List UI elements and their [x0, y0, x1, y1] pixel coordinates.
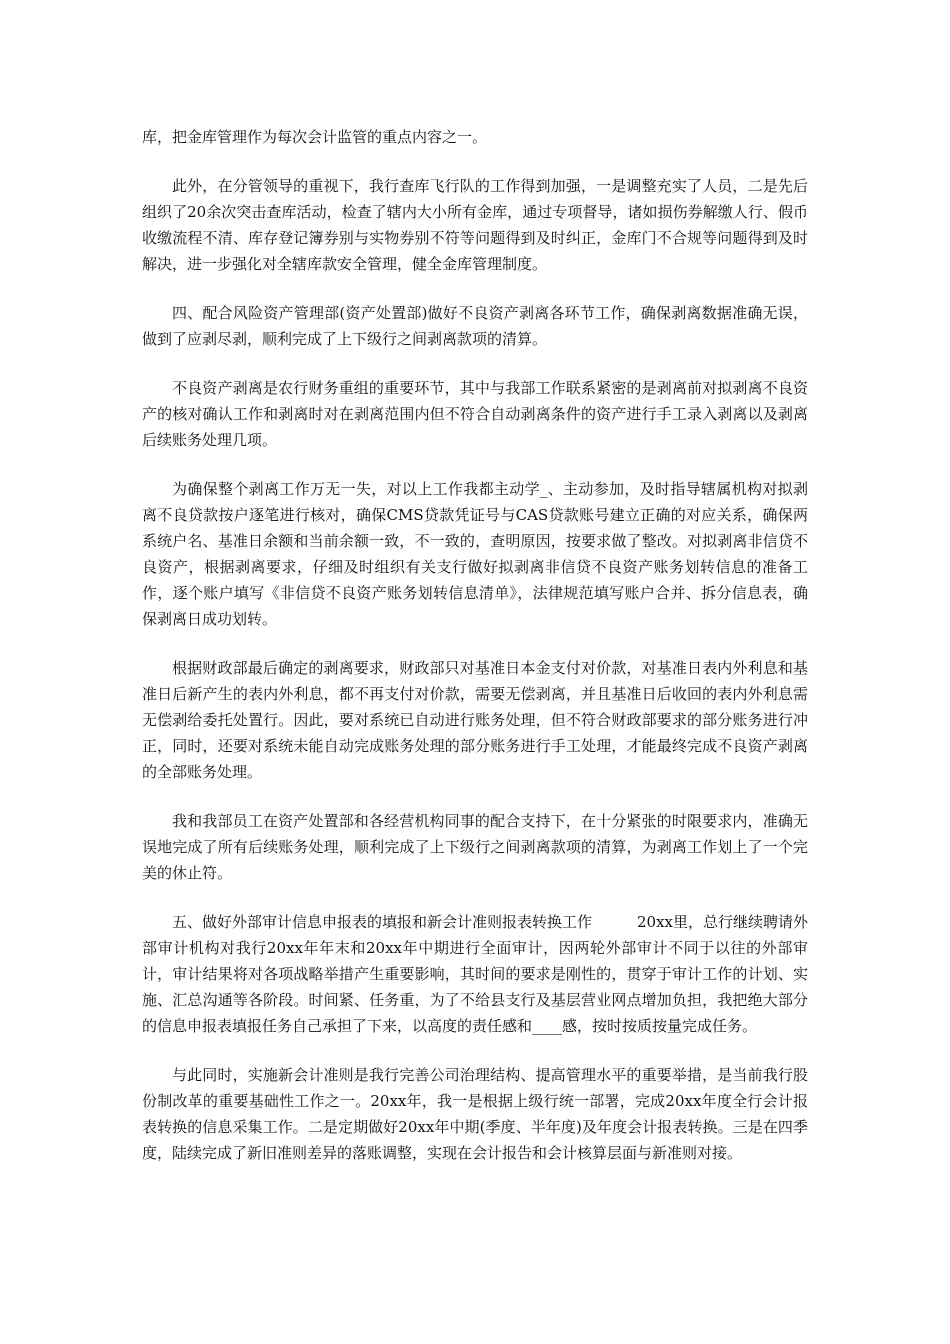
paragraph-6: 根据财政部最后确定的剥离要求，财政部只对基准日本金支付对价款，对基准日表内外利息和基准日后新产生的表内外利息，都不再支付对价款，需要无偿剥离，并且基准日后收回的表内外利息需无偿剥给委托处置行。因此，要对系统已自动进行账务处理，但不符合财政部要求的部分账务进行冲正，同时，还要对系统未能自动完成账务处理的部分账务进行手工处理，才能最终完成不良资产剥离的全部账务处理。	[142, 659, 808, 781]
paragraph-1: 库，把金库管理作为每次会计监管的重点内容之一。	[142, 128, 488, 146]
paragraph-2: 此外，在分管领导的重视下，我行查库飞行队的工作得到加强，一是调整充实了人员，二是先后组织了20余次突击查库活动，检查了辖内大小所有金库，通过专项督导，诸如损伤券解缴人行、假币收缴流程不清、库存登记簿券别与实物券别不符等问题得到及时纠正，金库门不合规等问题得到及时解决，进一步强化对全辖库款安全管理，健全金库管理制度。	[142, 177, 808, 273]
paragraph-9: 与此同时，实施新会计准则是我行完善公司治理结构、提高管理水平的重要举措，是当前我行股份制改革的重要基础性工作之一。20xx年，我一是根据上级行统一部署，完成20xx年度全行会计报表转换的信息采集工作。二是定期做好20xx年中期(季度、半年度)及年度会计报表转换。三是在四季度，陆续完成了新旧准则差异的落账调整，实现在会计报告和会计核算层面与新准则对接。	[142, 1066, 808, 1162]
paragraph-5: 为确保整个剥离工作万无一失，对以上工作我都主动学_、主动参加，及时指导辖属机构对拟剥离不良贷款按户逐笔进行核对，确保CMS贷款凭证号与CAS贷款账号建立正确的对应关系，确保两系统户名、基准日余额和当前余额一致，不一致的，查明原因，按要求做了整改。对拟剥离非信贷不良资产，根据剥离要求，仔细及时组织有关支行做好拟剥离非信贷不良资产账务划转信息的准备工作，逐个账户填写《非信贷不良资产账务划转信息清单》，法律规范填写账户合并、拆分信息表，确保剥离日成功划转。	[142, 480, 808, 628]
paragraph-8: 五、做好外部审计信息申报表的填报和新会计准则报表转换工作 20xx里，总行继续聘请外部审计机构对我行20xx年年末和20xx年中期进行全面审计，因两轮外部审计不同于以往的外部审计，审计结果将对各项战略举措产生重要影响，其时间的要求是刚性的，贯穿于审计工作的计划、实施、汇总沟通等各阶段。时间紧、任务重，为了不给县支行及基层营业网点增加负担，我把绝大部分的信息申报表填报任务自己承担了下来，以高度的责任感和____感，按时按质按量完成任务。	[142, 913, 809, 1035]
paragraph-4: 不良资产剥离是农行财务重组的重要环节，其中与我部工作联系紧密的是剥离前对拟剥离不良资产的核对确认工作和剥离时对在剥离范围内但不符合自动剥离条件的资产进行手工录入剥离以及剥离后续账务处理几项。	[142, 379, 808, 449]
document-body	[142, 124, 808, 1189]
paragraph-7: 我和我部员工在资产处置部和各经营机构同事的配合支持下，在十分紧张的时限要求内，准确无误地完成了所有后续账务处理，顺利完成了上下级行之间剥离款项的清算，为剥离工作划上了一个完美的休止符。	[142, 812, 808, 882]
paragraph-3: 四、配合风险资产管理部(资产处置部)做好不良资产剥离各环节工作，确保剥离数据准确无误，做到了应剥尽剥，顺利完成了上下级行之间剥离款项的清算。	[142, 304, 808, 348]
